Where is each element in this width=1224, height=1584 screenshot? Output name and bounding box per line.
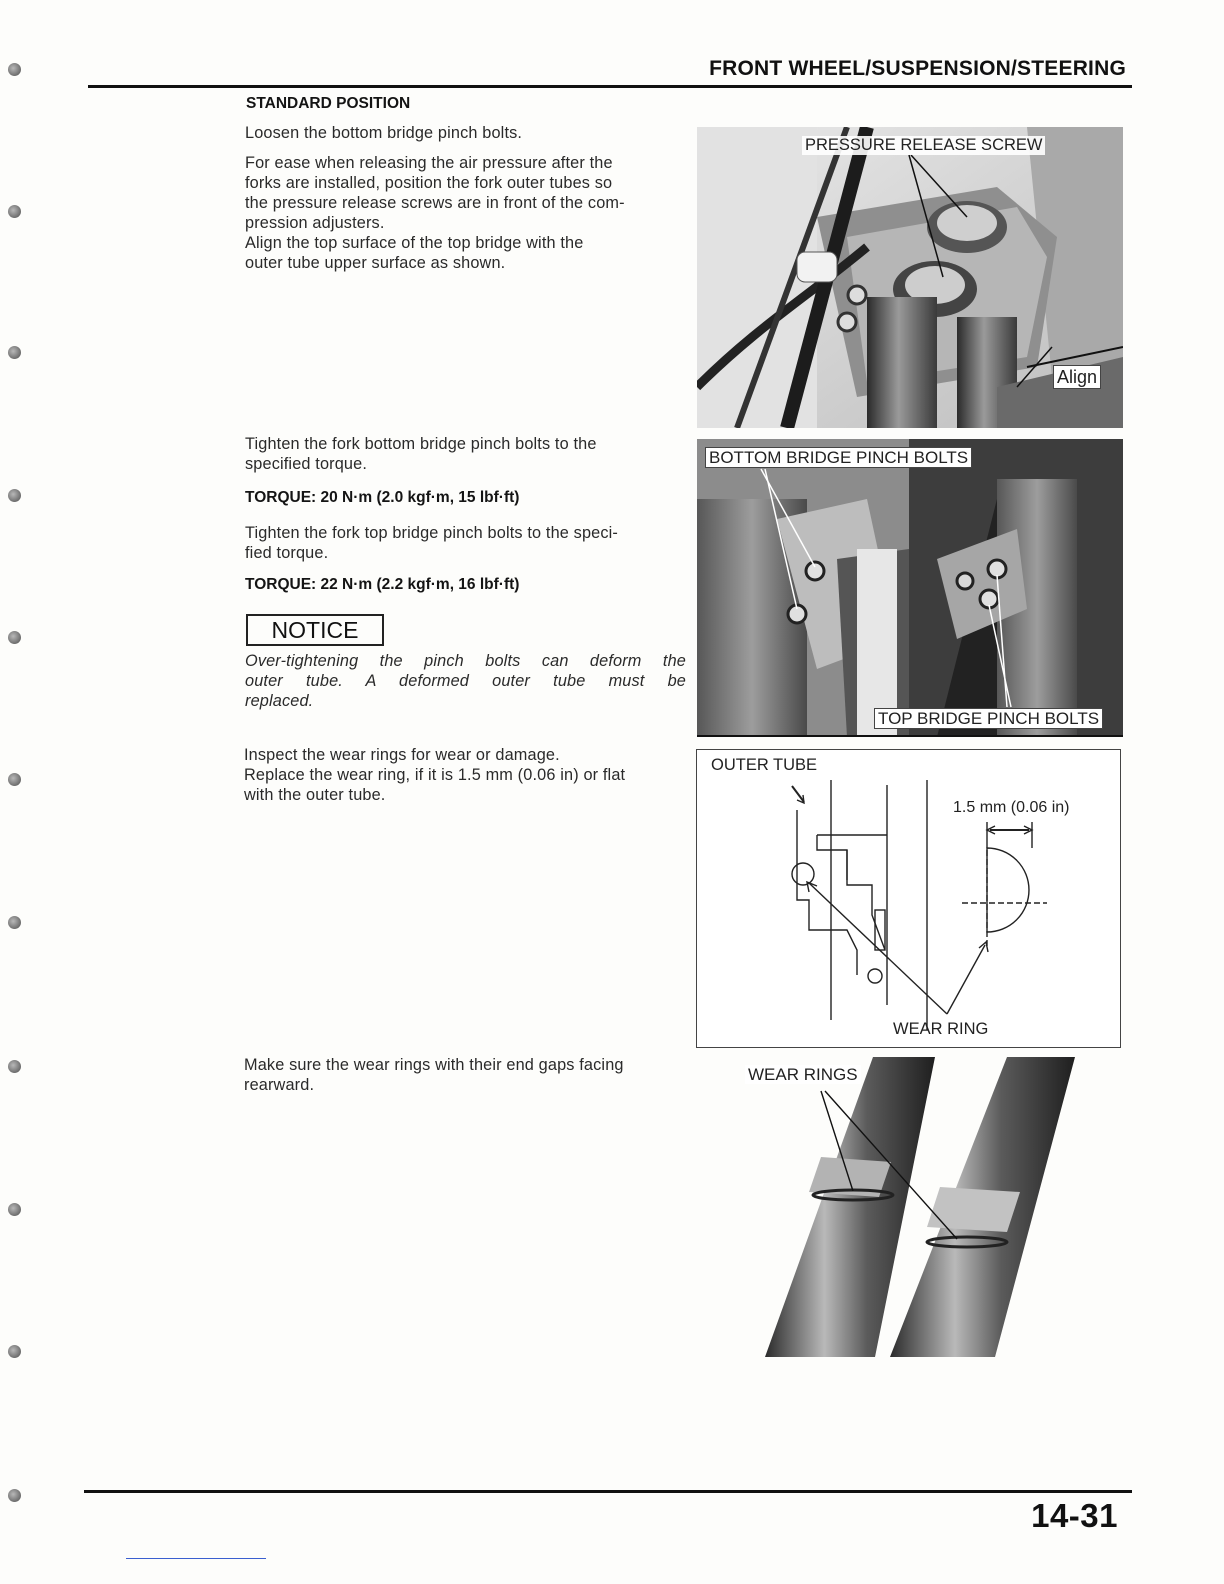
binder-hole <box>8 1060 21 1073</box>
paragraph <box>245 153 686 273</box>
text-line: Make sure the wear rings with their end gaps facing <box>244 1056 624 1074</box>
page-title: FRONT WHEEL/SUSPENSION/STEERING <box>709 57 1126 80</box>
text-line: Tighten the fork bottom bridge pinch bolts to the <box>245 435 597 453</box>
photo-pinch-bolts <box>697 439 1123 737</box>
text-line: pression adjusters. <box>245 214 385 232</box>
label-outer-tube: OUTER TUBE <box>711 756 818 774</box>
text-line: rearward. <box>244 1076 315 1094</box>
text-line: Inspect the wear rings for wear or damage. <box>244 746 560 764</box>
photo-top-bridge <box>697 127 1123 428</box>
text-line: replaced. <box>245 692 314 710</box>
binder-hole <box>8 1203 21 1216</box>
text-line: outer tube. A deformed outer tube must be <box>245 672 686 690</box>
wear-ring-diagram <box>696 749 1121 1048</box>
photo-wear-rings-image <box>745 1057 1075 1357</box>
paragraph <box>244 745 687 805</box>
label-bottom-bridge-pinch-bolts: BOTTOM BRIDGE PINCH BOLTS <box>705 447 972 468</box>
text-line: Over-tightening the pinch bolts can deform the <box>245 652 686 670</box>
binder-hole <box>8 773 21 786</box>
footer-link-line <box>126 1558 266 1559</box>
torque-spec: TORQUE: 22 N·m (2.2 kgf·m, 16 lbf·ft) <box>245 576 520 593</box>
label-wear-ring: WEAR RING <box>893 1020 989 1038</box>
label-align: Align <box>1053 365 1101 389</box>
binder-hole <box>8 631 21 644</box>
text-line: fied torque. <box>245 544 329 562</box>
notice-label: NOTICE <box>246 614 384 646</box>
text-line: the pressure release screws are in front of the com- <box>245 194 625 212</box>
paragraph <box>245 523 686 563</box>
text-line: forks are installed, position the fork outer tubes so <box>245 174 613 192</box>
binder-hole <box>8 205 21 218</box>
text-line: Tighten the fork top bridge pinch bolts to the speci- <box>245 524 618 542</box>
wear-ring-diagram-drawing <box>697 750 1122 1049</box>
header-rule <box>88 85 1132 88</box>
text-line: For ease when releasing the air pressure after the <box>245 154 613 172</box>
label-dimension: 1.5 mm (0.06 in) <box>953 799 1070 816</box>
binder-hole <box>8 1345 21 1358</box>
text-line: specified torque. <box>245 455 368 473</box>
binder-hole <box>8 916 21 929</box>
label-pressure-release-screw: PRESSURE RELEASE SCREW <box>802 136 1045 155</box>
torque-spec: TORQUE: 20 N·m (2.0 kgf·m, 15 lbf·ft) <box>245 489 520 506</box>
binder-hole <box>8 1489 21 1502</box>
section-heading: STANDARD POSITION <box>246 95 411 112</box>
text-line: with the outer tube. <box>244 786 386 804</box>
notice-text <box>245 651 686 711</box>
text-line: Replace the wear ring, if it is 1.5 mm (0.06 in) or flat <box>244 766 626 784</box>
binder-hole <box>8 489 21 502</box>
photo-wear-rings <box>745 1057 1075 1357</box>
paragraph <box>244 1055 687 1095</box>
text-line: Align the top surface of the top bridge with the <box>245 234 584 252</box>
label-wear-rings: WEAR RINGS <box>745 1065 861 1084</box>
page-number: 14-31 <box>1031 1497 1118 1534</box>
paragraph: Loosen the bottom bridge pinch bolts. <box>245 124 523 142</box>
label-top-bridge-pinch-bolts: TOP BRIDGE PINCH BOLTS <box>874 708 1103 729</box>
paragraph <box>245 434 686 474</box>
text-line: outer tube upper surface as shown. <box>245 254 506 272</box>
footer-rule <box>84 1490 1132 1493</box>
binder-hole <box>8 63 21 76</box>
photo-pinch-bolts-image <box>697 439 1123 737</box>
binder-hole <box>8 346 21 359</box>
